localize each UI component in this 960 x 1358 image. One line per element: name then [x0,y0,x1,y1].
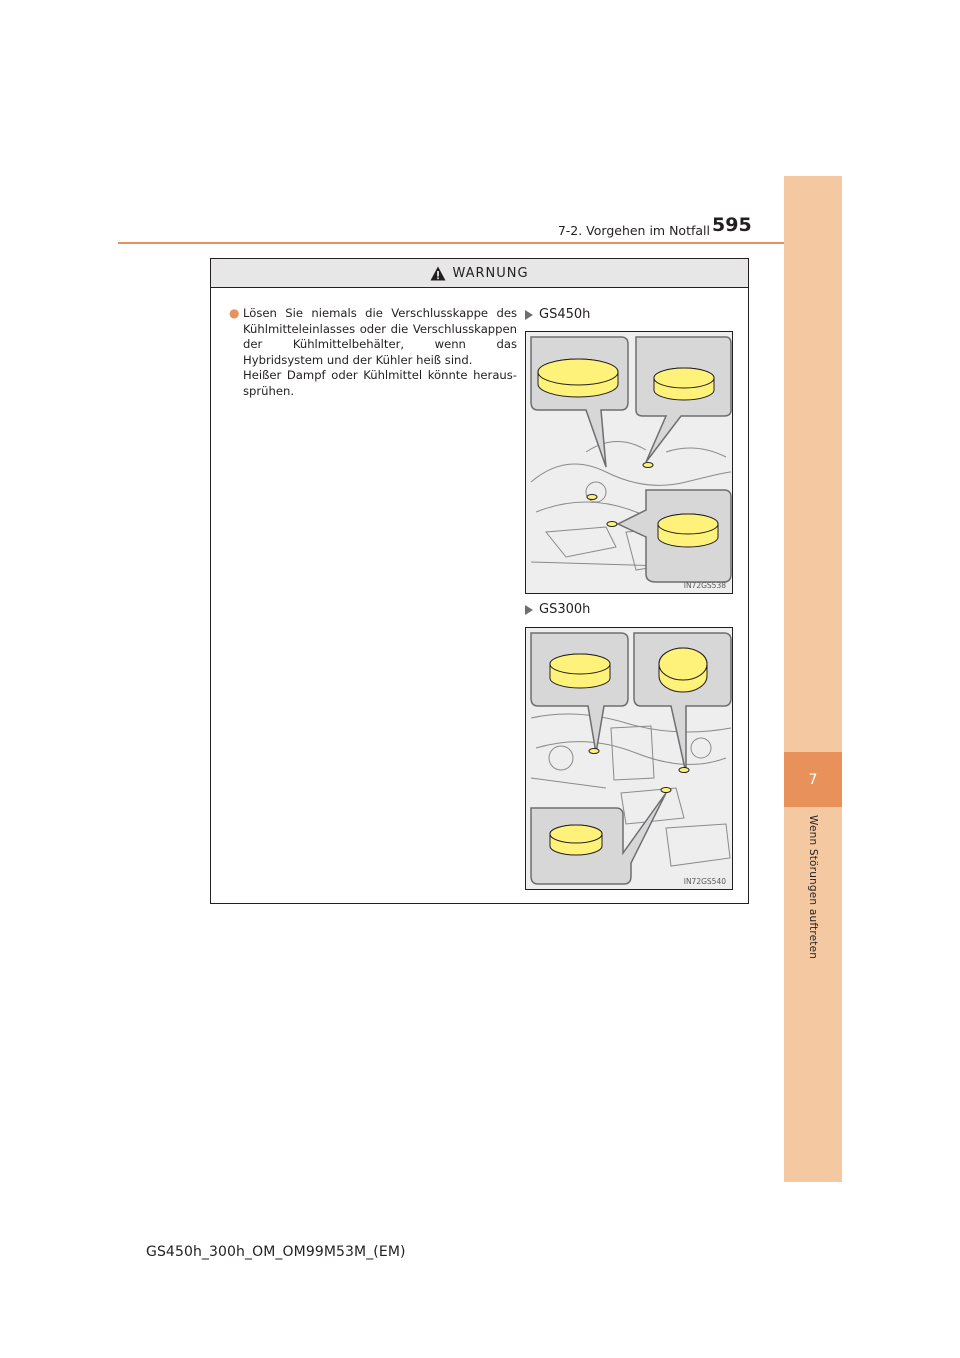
engine-illustration-gs300h [526,628,732,889]
model-label-gs450h [525,307,590,322]
chapter-number: 7 [784,752,842,807]
arrow-right-icon [525,605,533,615]
warning-paragraph-2: Heißer Dampf oder Kühlmittel könnte heraus-sprühen. [243,368,517,398]
model-label-gs300h [525,602,590,617]
warning-text [229,306,517,400]
chapter-title: Wenn Störungen auftreten [807,815,819,960]
warning-triangle-icon [430,266,446,281]
warning-box [210,258,749,904]
warning-title: WARNUNG [452,265,529,281]
engine-figure-gs300h [525,627,733,890]
warning-header [211,259,748,288]
engine-figure-gs450h [525,331,733,594]
document-id: GS450h_300h_OM_OM99M53M_(EM) [146,1244,406,1260]
model-label-gs300h-text: GS300h [539,602,591,617]
engine-illustration-gs450h [526,332,732,593]
warning-paragraph-1: Lösen Sie niemals die Verschlusskappe des Kühlmitteleinlasses oder die Verschlusskappen der Kühlmittelbehälter, wenn das Hybridsystem und der Kühler heiß sind. [243,306,517,367]
arrow-right-icon [525,310,533,320]
figure-code-gs450h: IN72GS538 [683,581,726,590]
model-label-gs450h-text: GS450h [539,307,591,322]
header-rule [118,242,784,244]
figure-code-gs300h: IN72GS540 [683,877,726,886]
bullet-icon: ● [229,306,240,320]
chapter-side-tab [784,176,842,1182]
section-title: 7-2. Vorgehen im Notfall [557,223,710,238]
page-number: 595 [712,214,752,236]
